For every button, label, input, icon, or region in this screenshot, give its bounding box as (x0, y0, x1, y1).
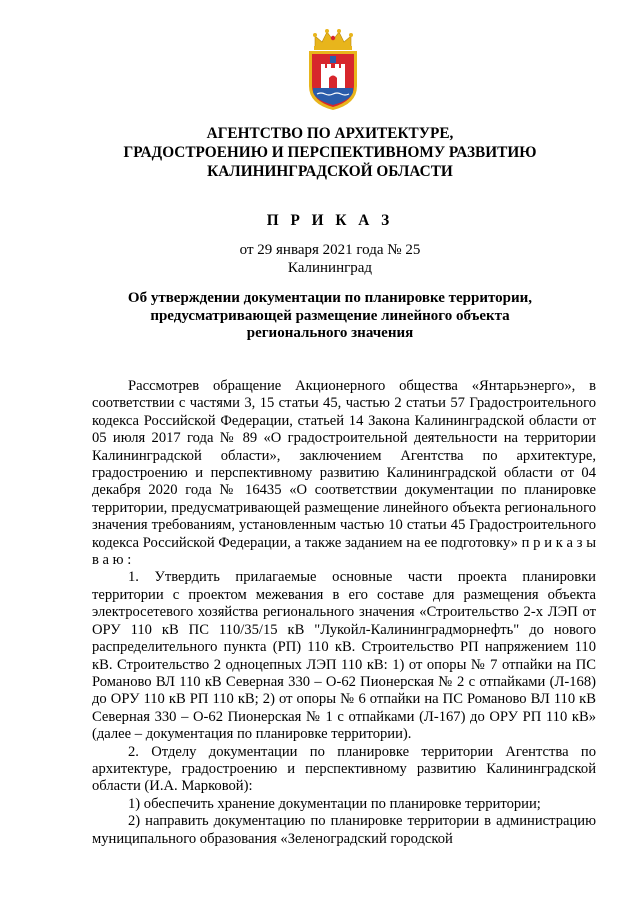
body-paragraph: 2) направить документацию по планировке территории в администрацию муниципального образования «Зеленоградский городской (92, 813, 596, 847)
subject-line: предусматривающей размещение линейного объекта (150, 307, 510, 324)
agency-name (60, 124, 600, 181)
order-title: П Р И К А З (266, 212, 394, 229)
order-body (92, 378, 596, 848)
body-paragraph: 1. Утвердить прилагаемые основные части проекта планировки территории с проектом межевания в его составе для размещения объекта электросетевого хозяйства регионального значения «Строительство 2-х ЛЭП от ОРУ 110 кВ ПС 110/35/15 кВ "Лукойл-Калининградморнефть" до нового распределительного пункта (РП) 110 кВ. Строительство РП напряжением 110 кВ. Строительство 2 одноцепных ЛЭП 110 кВ: 1) от опоры № 7 отпайки на ПС Романово ВЛ 110 кВ Северная 330 – О-62 Пионерская № 2 с отпайками (Л-168) до ОРУ 110 кВ РП 110 кВ; 2) от опоры № 6 отпайки на ПС Романово ВЛ 110 кВ Северная 330 – О-62 Пионерская № 1 с отпайками (Л-167) до ОРУ РП 110 кВ» (далее – документация по планировке территории). (92, 569, 596, 743)
body-paragraph: 1) обеспечить хранение документации по планировке территории; (128, 795, 541, 812)
subject-line: регионального значения (246, 325, 414, 341)
agency-line: КАЛИНИНГРАДСКОЙ ОБЛАСТИ (207, 163, 453, 180)
body-paragraph: Рассмотрев обращение Акционерного общества «Янтарьэнерго», в соответствии с частями 3, 15 статьи 45, частью 2 статьи 57 Градостроительного кодекса Российской Федерации, статьей 14 Закона Калининградской области от 05 июля 2017 года № 89 «О градостроительной деятельности на территории Калининградской области», заключением Агентства по архитектуре, градостроению и перспективному развитию Калининградской области от 04 декабря 2020 года № 16435 «О соответствии документации по планировке территории, предусматривающей размещение линейного объекта регионального значения требованиям, установленным частью 10 статьи 45 Градостроительного кодекса Российской Федерации, а также заданием на ее подготовку» п р и к а з ы в а ю : (92, 378, 596, 569)
order-subject (60, 290, 600, 343)
agency-line: АГЕНТСТВО ПО АРХИТЕКТУРЕ, (206, 125, 454, 142)
order-date-number: от 29 января 2021 года № 25 (239, 242, 421, 258)
agency-line: ГРАДОСТРОЕНИЮ И ПЕРСПЕКТИВНОМУ РАЗВИТИЮ (123, 144, 537, 161)
kaliningrad-coat-of-arms-icon (303, 28, 363, 112)
body-paragraph: 2. Отделу документации по планировке территории Агентства по архитектуре, градостроению и перспективному развитию Калининградской области (И.А. Марковой): (92, 743, 596, 795)
order-dateline (60, 241, 600, 277)
order-city: Калининград (287, 260, 373, 276)
subject-line: Об утверждении документации по планировке территории, (127, 290, 533, 306)
